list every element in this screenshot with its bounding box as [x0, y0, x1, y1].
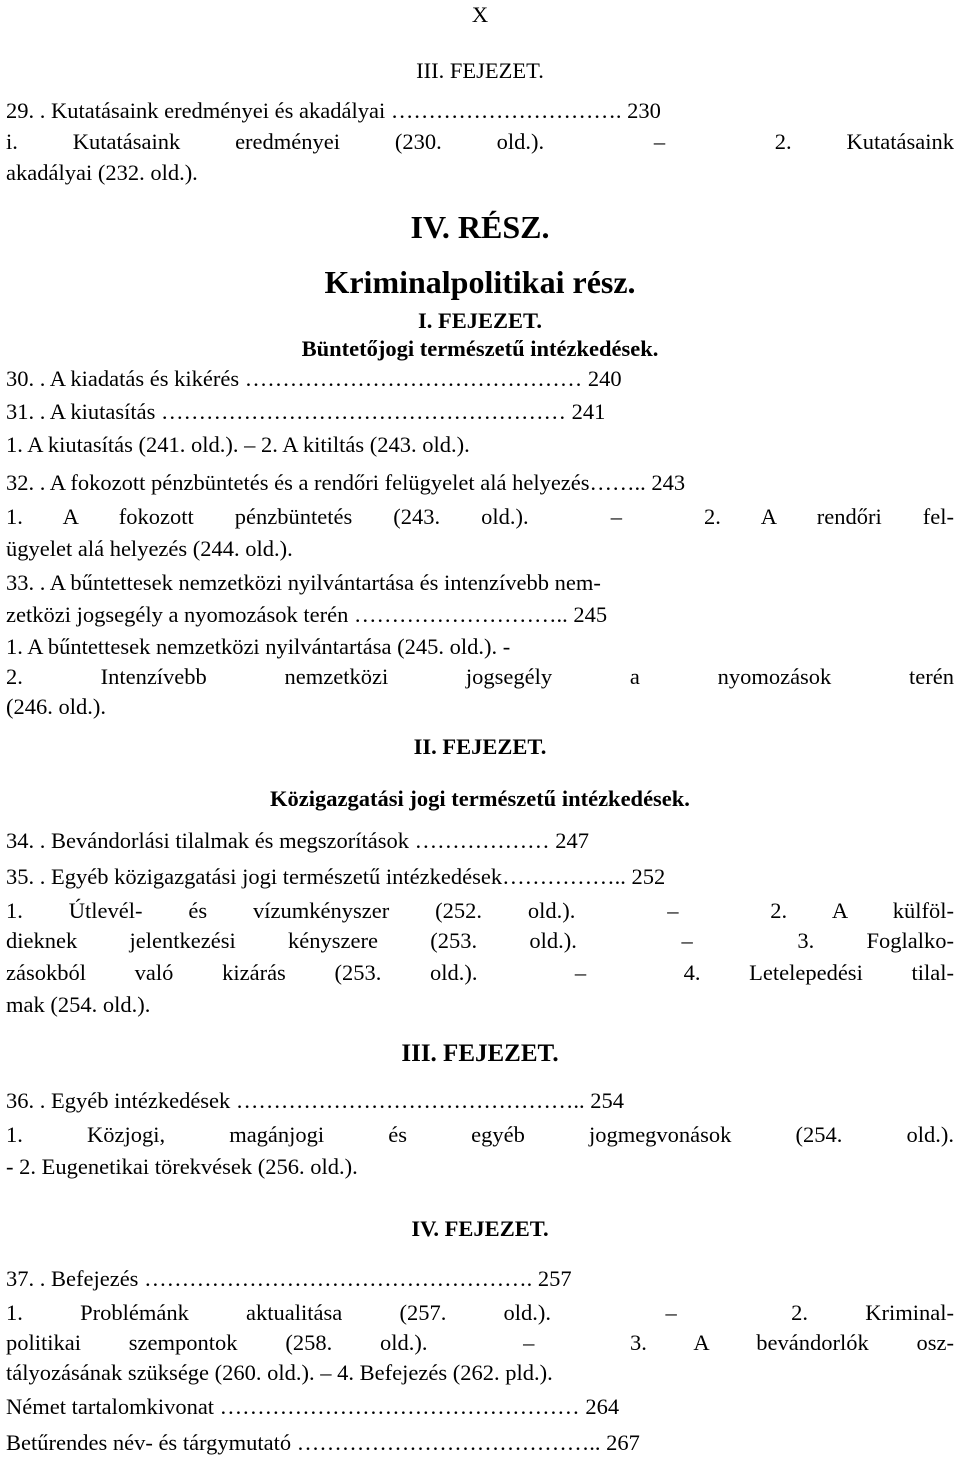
toc-page-number: 243: [651, 470, 686, 495]
toc-entry-title: 34. . Bevándorlási tilalmak és megszorítások ………………: [6, 828, 556, 853]
toc-detail-line: 1. Közjogi, magánjogi és egyéb jogmegvonások (254. old.).: [6, 1122, 954, 1147]
chapter-heading-ii: II. FEJEZET.: [413, 734, 547, 759]
toc-detail-line: politikai szempontok (258. old.). – 3. A bevándorlók osz-: [6, 1330, 954, 1355]
toc-detail-line: 1. A kiutasítás (241. old.). – 2. A kitiltás (243. old.).: [6, 432, 470, 457]
toc-detail-line: zásokból való kizárás (253. old.). – 4. Letelepedési tilal-: [6, 960, 954, 985]
toc-detail-line: i. Kutatásaink eredményei (230. old.). – 2. Kutatásaink: [6, 129, 954, 154]
toc-entry-title: Német tartalomkivonat …………………………………………: [6, 1394, 586, 1419]
toc-entry-34: [6, 826, 954, 856]
chapter-heading-iii-b: III. FEJEZET.: [401, 1040, 559, 1067]
toc-entry-index: [6, 1428, 954, 1458]
toc-entry-37: [6, 1264, 954, 1294]
toc-entry-35: [6, 862, 954, 892]
chapter-heading-iv: IV. FEJEZET.: [411, 1216, 549, 1241]
toc-entry-33: 33. . A bűntettesek nemzetközi nyilvántartása és intenzívebb nem-: [6, 570, 601, 595]
toc-entry-title: 29. . Kutatásaink eredményei és akadályai ………………………….: [6, 98, 628, 123]
toc-detail-line: 1. A bűntettesek nemzetközi nyilvántartása (245. old.). -: [6, 634, 511, 659]
toc-detail-line: 1. A fokozott pénzbüntetés (243. old.). – 2. A rendőri fel-: [6, 504, 954, 529]
toc-detail-line: mak (254. old.).: [6, 992, 151, 1017]
toc-detail-line: akadályai (232. old.).: [6, 160, 198, 185]
toc-page-number: 247: [555, 828, 590, 853]
toc-entry-31: [6, 397, 954, 427]
toc-page-number: 230: [627, 98, 661, 123]
toc-detail-line: ügyelet alá helyezés (244. old.).: [6, 536, 293, 561]
toc-entry-title: 31. . A kiutasítás ………………………………………………: [6, 399, 572, 424]
toc-page-number: 264: [585, 1394, 620, 1419]
toc-entry-30: [6, 364, 954, 394]
toc-entry-32: [6, 468, 954, 498]
part-heading-iv: IV. RÉSZ.: [410, 209, 550, 245]
toc-detail-line: 1. Útlevél- és vízumkényszer (252. old.). – 2. A külföl-: [6, 898, 954, 923]
chapter-title-ii: Közigazgatási jogi természetű intézkedések.: [270, 786, 690, 811]
toc-page-number: 241: [571, 399, 606, 424]
toc-entry-title: 32. . A fokozott pénzbüntetés és a rendőri felügyelet alá helyezés……..: [6, 470, 652, 495]
toc-page-number: 257: [537, 1266, 572, 1291]
toc-entry-title: 36. . Egyéb intézkedések ………………………………………..: [6, 1088, 591, 1113]
chapter-title-i: Büntetőjogi természetű intézkedések.: [301, 336, 659, 361]
toc-entry-33-cont: [6, 600, 954, 630]
toc-entry-summary: [6, 1392, 954, 1422]
toc-page-number: 254: [590, 1088, 625, 1113]
toc-page-number: 252: [631, 864, 666, 889]
toc-entry-title: 30. . A kiadatás és kikérés ………………………………………: [6, 366, 588, 391]
toc-detail-line: 1. Problémánk aktualitása (257. old.). – 2. Kriminal-: [6, 1300, 954, 1325]
toc-detail-line: tályozásának szüksége (260. old.). – 4. Befejezés (262. pld.).: [6, 1360, 553, 1385]
toc-entry-36: [6, 1086, 954, 1116]
toc-detail-line: (246. old.).: [6, 694, 106, 719]
chapter-heading-i: I. FEJEZET.: [418, 308, 542, 333]
toc-entry-29: [6, 96, 954, 126]
part-subtitle: Kriminalpolitikai rész.: [324, 264, 636, 300]
toc-detail-line: 2. Intenzívebb nemzetközi jogsegély a nyomozások terén: [6, 664, 954, 689]
toc-entry-title: 35. . Egyéb közigazgatási jogi természetű intézkedések……………..: [6, 864, 632, 889]
toc-page-number: 245: [573, 602, 608, 627]
page-marker: X: [471, 2, 489, 27]
toc-detail-line: dieknek jelentkezési kényszere (253. old.). – 3. Foglalko-: [6, 928, 954, 953]
toc-page-number: 267: [606, 1430, 640, 1455]
toc-entry-title: 37. . Befejezés …………………………………………….: [6, 1266, 538, 1291]
toc-page-number: 240: [587, 366, 622, 391]
toc-detail-line: - 2. Eugenetikai törekvések (256. old.).: [6, 1154, 358, 1179]
toc-entry-title: zetközi jogsegély a nyomozások terén ………………………..: [6, 602, 574, 627]
toc-entry-title: Betűrendes név- és tárgymutató …………………………………..: [6, 1430, 607, 1455]
chapter-heading-iii: III. FEJEZET.: [416, 58, 544, 83]
